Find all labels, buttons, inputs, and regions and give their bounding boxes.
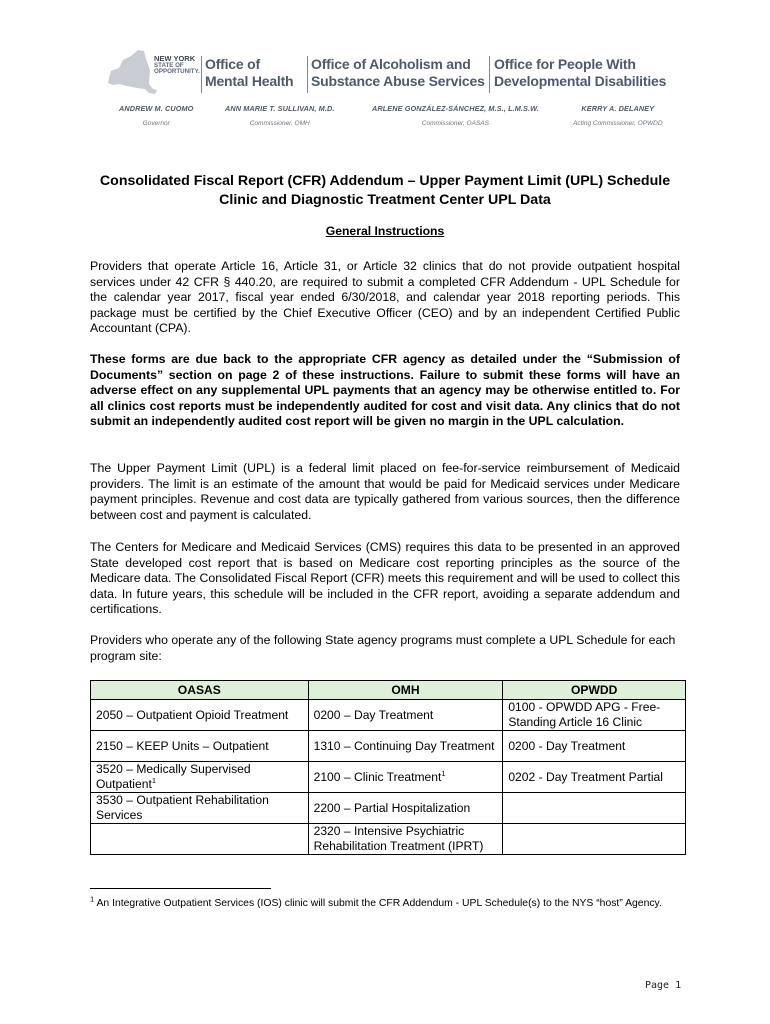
table-cell-oasas (91, 762, 309, 793)
paragraph-program-intro: Providers who operate any of the following State agency programs must complete a UPL Schedule for each program site: (90, 633, 676, 663)
table-cell-opwdd (503, 824, 686, 855)
official-omh-commissioner (225, 104, 334, 127)
office-opwdd-line1: Office for People With (494, 56, 636, 72)
office-omh-line1: Office of (205, 56, 260, 72)
table-cell-omh (308, 700, 503, 731)
table-header-row (91, 681, 686, 700)
table-cell-oasas (91, 824, 309, 855)
divider (201, 56, 202, 93)
state-seal-text (154, 56, 204, 76)
table-cell-oasas (91, 700, 309, 731)
footnote-reference: 1 (151, 775, 156, 785)
office-oasas-line1: Office of Alcoholism and (311, 56, 471, 72)
program-label: 3530 – Outpatient Rehabilitation Services (96, 793, 269, 822)
column-header-omh: OMH (308, 681, 503, 700)
official-title: Commissioner, OASAS (421, 120, 489, 127)
official-name: KERRY A. DELANEY (581, 104, 655, 113)
office-opwdd (494, 56, 666, 90)
program-label: 3520 – Medically Supervised Outpatient (96, 762, 251, 791)
table-row (91, 762, 686, 793)
footnote-marker: 1 (90, 894, 95, 904)
official-governor (119, 104, 193, 127)
state-seal-line1: NEW YORK (154, 54, 196, 63)
column-header-opwdd: OPWDD (503, 681, 686, 700)
footnote-text: An Integrative Outpatient Services (IOS) clinic will submit the CFR Addendum - UPL Schedule(s) to the NYS “host” Agency. (94, 898, 662, 909)
program-label: 2200 – Partial Hospitalization (313, 800, 471, 815)
table-cell-oasas (91, 731, 309, 762)
paragraph-upl-definition: The Upper Payment Limit (UPL) is a federal limit placed on fee-for-service reimbursement of Medicaid providers. The limit is an estimate of the amount that would be paid for Medicaid services under Medicare payment principles. Revenue and cost data are typically gathered from various sources, then the difference between cost and payment is calculated. (90, 461, 680, 522)
state-seal-line3: OPPORTUNITY. (154, 68, 200, 76)
paragraph-eligibility: Providers that operate Article 16, Article 31, or Article 32 clinics that do not provide outpatient hospital services under 42 CFR § 440.20, are required to submit a completed CFR Addendum - UPL Schedule for the calendar year 2017, fiscal year ended 6/30/2018, and calendar year 2018 reporting periods. This package must be certified by the Chief Executive Officer (CEO) and by an independent Certified Public Accountant (CPA). (90, 259, 680, 336)
letterhead (105, 48, 685, 138)
table-cell-opwdd (503, 700, 686, 731)
table-cell-omh (308, 824, 503, 855)
table-row (91, 731, 686, 762)
official-title: Governor (142, 120, 170, 127)
paragraph-cms-requirement: The Centers for Medicare and Medicaid Services (CMS) requires this data to be presented in an approved State developed cost report that is based on Medicare cost reporting principles as the source of the Medicare data. The Consolidated Fiscal Report (CFR) meets this requirement and will be used to collect this data. In future years, this schedule will be included in the CFR report, avoiding a separate addendum and certifications. (90, 540, 680, 617)
table-cell-opwdd (503, 731, 686, 762)
office-opwdd-line2: Developmental Disabilities (494, 73, 667, 89)
official-title: Acting Commissioner, OPWDD (573, 120, 663, 127)
column-header-oasas: OASAS (91, 681, 309, 700)
program-table (90, 680, 686, 855)
program-label: 2050 – Outpatient Opioid Treatment (96, 707, 289, 722)
program-label: 0200 – Day Treatment (313, 707, 434, 722)
table-cell-opwdd (503, 762, 686, 793)
official-name: ANDREW M. CUOMO (119, 104, 194, 113)
official-name: ARLENE GONZÁLEZ-SÁNCHEZ, M.S., L.M.S.W. (372, 104, 539, 113)
table-cell-omh (308, 762, 503, 793)
table-cell-omh (308, 731, 503, 762)
document-title (60, 172, 710, 210)
official-title: Commissioner, OMH (249, 120, 310, 127)
office-omh (205, 56, 293, 90)
official-opwdd-commissioner (573, 104, 663, 127)
table-cell-oasas (91, 793, 309, 824)
footnote (90, 896, 690, 911)
divider (489, 56, 490, 93)
program-label: 2150 – KEEP Units – Outpatient (96, 738, 269, 753)
official-oasas-commissioner (372, 104, 539, 127)
divider (307, 56, 308, 93)
paragraph-due-notice: These forms are due back to the appropriate CFR agency as detailed under the “Submission of Documents” section on page 2 of these instructions. Failure to submit these forms will have an adverse effect on any supplemental UPL payments that an agency may be otherwise entitled to. For all clinics cost reports must be independently audited for cost and visit data. Any clinics that do not submit an independently audited cost report will be given no margin in the UPL calculation. (90, 352, 680, 429)
table-row (91, 824, 686, 855)
table-row (91, 700, 686, 731)
table-cell-opwdd (503, 793, 686, 824)
footnote-reference: 1 (441, 768, 446, 778)
program-label: 0200 - Day Treatment (508, 738, 626, 753)
program-table-body (91, 700, 686, 855)
table-row (91, 793, 686, 824)
document-title-line2: Clinic and Diagnostic Treatment Center UPL Data (219, 192, 551, 208)
table-cell-omh (308, 793, 503, 824)
footnote-rule (90, 888, 271, 889)
office-oasas (311, 56, 485, 90)
program-label: 2320 – Intensive Psychiatric Rehabilitation Treatment (IPRT) (313, 824, 484, 853)
state-seal-line2: STATE OF (154, 61, 184, 69)
official-name: ANN MARIE T. SULLIVAN, M.D. (225, 104, 335, 113)
document-title-line1: Consolidated Fiscal Report (CFR) Addendum – Upper Payment Limit (UPL) Schedule (99, 173, 671, 189)
section-heading: General Instructions (325, 224, 445, 238)
office-omh-line2: Mental Health (205, 73, 294, 89)
program-label: 0202 - Day Treatment Partial (508, 769, 663, 784)
program-label: 1310 – Continuing Day Treatment (313, 738, 495, 753)
page-number: Page 1 (645, 980, 682, 991)
office-oasas-line2: Substance Abuse Services (311, 73, 485, 89)
program-label: 0100 - OPWDD APG - Free-Standing Article 16 Clinic (508, 700, 661, 729)
program-label: 2100 – Clinic Treatment (313, 769, 442, 784)
